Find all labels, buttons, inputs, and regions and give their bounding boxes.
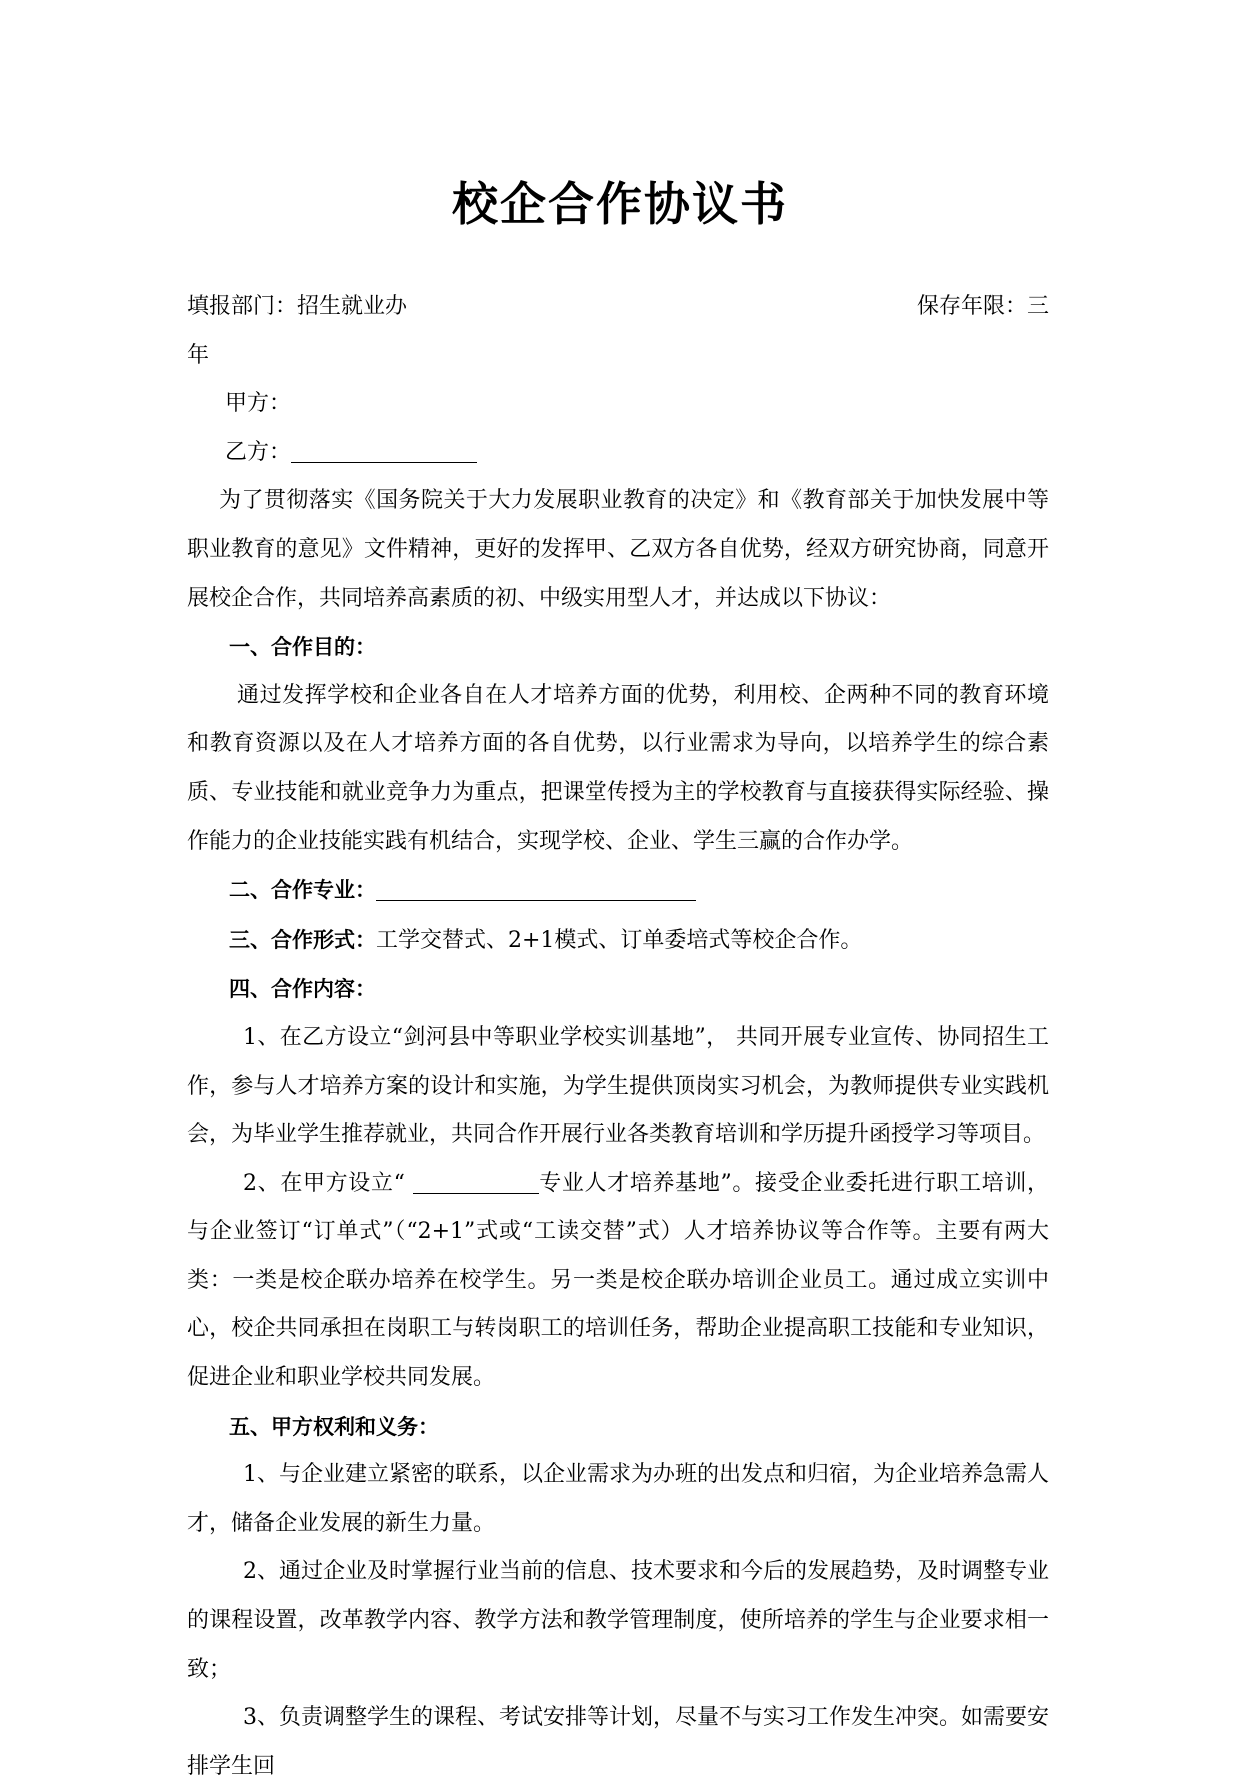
section-1-text: 通过发挥学校和企业各自在人才培养方面的优势，利用校、企两种不同的教育环境和教育资源以及在人才培养方面的各自优势，以行业需求为导向，以培养学生的综合素质、专业技能和就业竞争力为重点，把课堂传授为主的学校教育与直接获得实际经验、操作能力的企业技能实践有机结合，实现学校、企业、学生三赢的合作办学。 xyxy=(187,682,1049,854)
section-3-text: 工学交替式、2+1模式、订单委培式等校企合作。 xyxy=(376,927,863,953)
section-4-item-2-rest: 专业人才培养基地”。接受企业委托进行职工培训，与企业签订“订单式”（“2+1”式或“工读交替”式）人才培养协议等合作等。主要有两大类：一类是校企联办培养在校学生。另一类是校企联办培训企业员工。通过成立实训中心，校企共同承担在岗职工与转岗职工的培训任务，帮助企业提高职工技能和专业知识，促进企业和职业学校共同发展。 xyxy=(187,1170,1049,1391)
section-5-item-3: 3、负责调整学生的课程、考试安排等计划，尽量不与实习工作发生冲突。如需要安排学生回 xyxy=(187,1705,1049,1779)
document-title: 校企合作协议书 xyxy=(452,177,788,231)
document-body xyxy=(187,283,1049,1791)
party-a-label: 甲方： xyxy=(225,391,292,417)
section-4-item-2-prefix: 2、在甲方设立“ xyxy=(243,1170,413,1196)
party-b-label: 乙方： xyxy=(225,439,292,465)
section-4-heading: 四、合作内容： xyxy=(229,977,376,1002)
section-5-item-1: 1、与企业建立紧密的联系，以企业需求为办班的出发点和归宿，为企业培养急需人才，储备企业发展的新生力量。 xyxy=(187,1462,1049,1536)
section-5-heading: 五、甲方权利和义务： xyxy=(229,1414,439,1439)
party-a-line xyxy=(187,380,1049,429)
retention-label-continued: 年 xyxy=(187,342,210,368)
section-4-item-2 xyxy=(187,1160,1049,1403)
section-3-heading: 三、合作形式： xyxy=(229,927,376,952)
section-2-line xyxy=(187,866,1049,916)
intro-paragraph: 为了贯彻落实《国务院关于大力发展职业教育的决定》和《教育部关于加快发展中等职业教育的意见》文件精神，更好的发挥甲、乙双方各自优势，经双方研究协商，同意开展校企合作，共同培养高素质的初、中级实用型人才，并达成以下协议： xyxy=(187,488,1049,611)
retention-label: 保存年限：三 xyxy=(916,294,1049,319)
party-b-line xyxy=(187,429,1049,478)
base-name-blank-field[interactable] xyxy=(413,1171,539,1194)
section-1-heading: 一、合作目的： xyxy=(229,635,376,660)
section-2-heading: 二、合作专业： xyxy=(229,878,376,903)
department-label: 填报部门：招生就业办 xyxy=(187,294,408,319)
section-4-item-1: 1、在乙方设立“剑河县中等职业学校实训基地”， 共同开展专业宣传、协同招生工作，参与人才培养方案的设计和实施，为学生提供顶岗实习机会，为教师提供专业实践机会，为毕业学生推荐就业，共同合作开展行业各类教育培训和学历提升函授学习等项目。 xyxy=(187,1024,1049,1148)
meta-row xyxy=(187,283,1049,332)
section-5-item-2: 2、通过企业及时掌握行业当前的信息、技术要求和今后的发展趋势，及时调整专业的课程设置，改革教学内容、教学方法和教学管理制度，使所培养的学生与企业要求相一致； xyxy=(187,1559,1049,1682)
section-3-line xyxy=(187,916,1049,966)
party-b-blank-field[interactable] xyxy=(291,440,477,463)
major-blank-field[interactable] xyxy=(376,878,696,901)
